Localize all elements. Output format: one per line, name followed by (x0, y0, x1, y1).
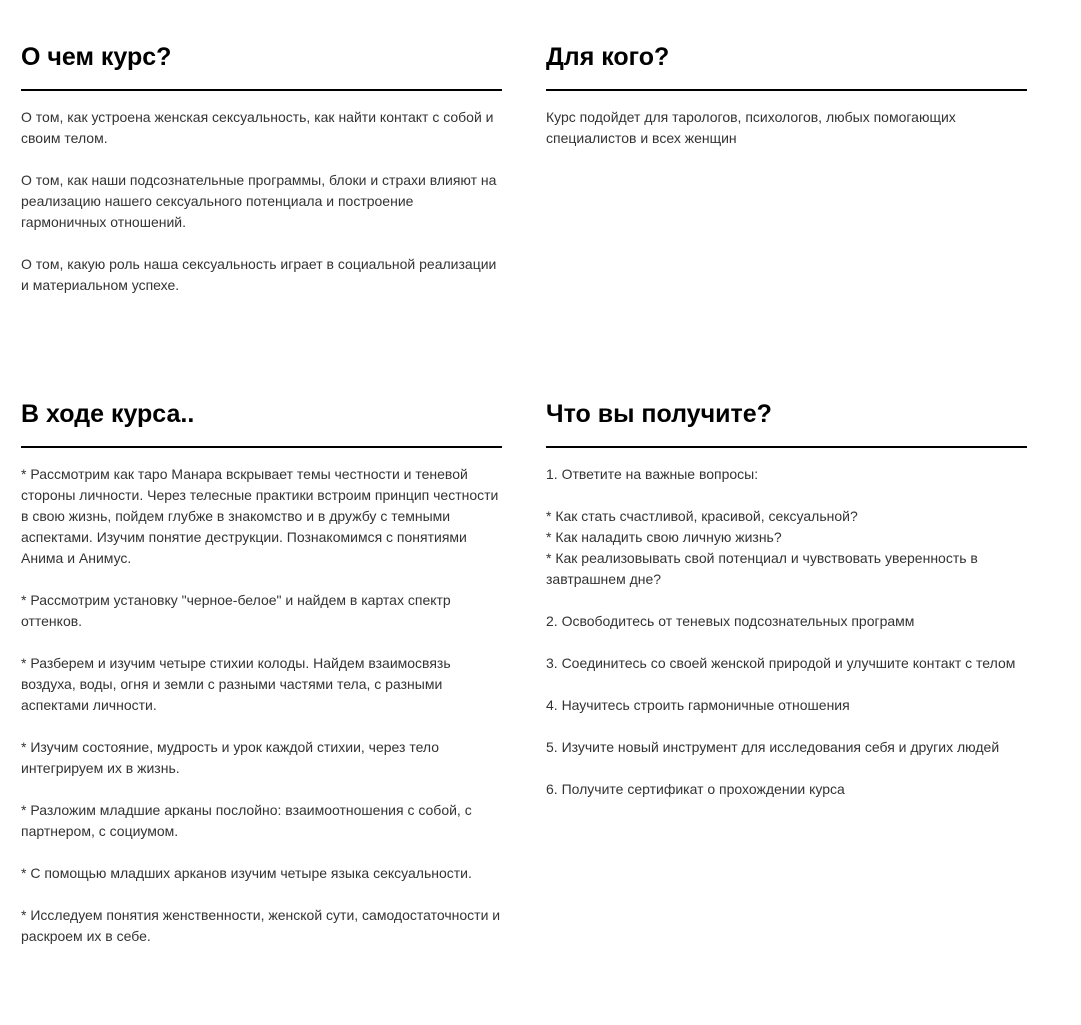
about-paragraph: О том, как наши подсознательные программы, блоки и страхи влияют на реализацию нашего сексуального потенциала и построение гармоничных отношений. (21, 172, 497, 230)
during-course-section (21, 397, 502, 947)
during-course-text (21, 464, 502, 947)
audience-paragraph: Курс подойдет для тарологов, психологов, любых помогающих специалистов и всех женщин (546, 109, 956, 146)
during-list-item: * Рассмотрим как таро Манара вскрывает темы честности и теневой стороны личности. Через телесные практики встроим принцип честности в свою жизнь, пойдем глубже в знакомство и в дружбу с темными аспектами. Изучим понятие деструкции. Познакомимся с понятиями Анима и Анимус. (21, 466, 499, 566)
during-list-item: * Изучим состояние, мудрость и урок каждой стихии, через тело интегрируем их в жизнь. (21, 739, 440, 776)
results-question: * Как реализовывать свой потенциал и чувствовать уверенность в завтрашнем дне? (546, 550, 978, 587)
during-course-title: В ходе курса.. (21, 400, 195, 428)
during-list-item: * Разложим младшие арканы послойно: взаимоотношения с собой, с партнером, с социумом. (21, 802, 472, 839)
results-item: 2. Освободитесь от теневых подсознательных программ (546, 613, 915, 629)
audience-text (546, 107, 1027, 149)
results-questions (546, 506, 1027, 590)
section-divider (546, 446, 1027, 448)
audience-section (546, 40, 1027, 149)
results-item: 4. Научитесь строить гармоничные отношения (546, 697, 850, 713)
during-list-item: * Исследуем понятия женственности, женской сути, самодостаточности и раскроем их в себе. (21, 907, 501, 944)
results-item: 6. Получите сертификат о прохождении курса (546, 781, 845, 797)
results-section (546, 397, 1027, 800)
about-course-text (21, 107, 502, 296)
about-paragraph: О том, какую роль наша сексуальность играет в социальной реализации и материальном успехе. (21, 256, 497, 293)
results-item: 5. Изучите новый инструмент для исследования себя и других людей (546, 739, 1000, 755)
about-course-title: О чем курс? (21, 43, 172, 71)
results-text (546, 464, 1027, 800)
results-item: 1. Ответите на важные вопросы: (546, 466, 759, 482)
about-course-section (21, 40, 502, 296)
results-question: * Как стать счастливой, красивой, сексуальной? (546, 508, 858, 524)
section-divider (21, 89, 502, 91)
audience-title: Для кого? (546, 43, 670, 71)
during-list-item: * Разберем и изучим четыре стихии колоды. Найдем взаимосвязь воздуха, воды, огня и земли с разными частями тела, с разными аспектами личности. (21, 655, 451, 713)
results-question: * Как наладить свою личную жизнь? (546, 529, 782, 545)
during-list-item: * С помощью младших арканов изучим четыре языка сексуальности. (21, 865, 472, 881)
during-list-item: * Рассмотрим установку "черное-белое" и найдем в картах спектр оттенков. (21, 592, 451, 629)
section-divider (546, 89, 1027, 91)
results-item: 3. Соединитесь со своей женской природой и улучшите контакт с телом (546, 655, 1016, 671)
section-divider (21, 446, 502, 448)
results-title: Что вы получите? (546, 400, 772, 428)
about-paragraph: О том, как устроена женская сексуальность, как найти контакт с собой и своим телом. (21, 109, 494, 146)
